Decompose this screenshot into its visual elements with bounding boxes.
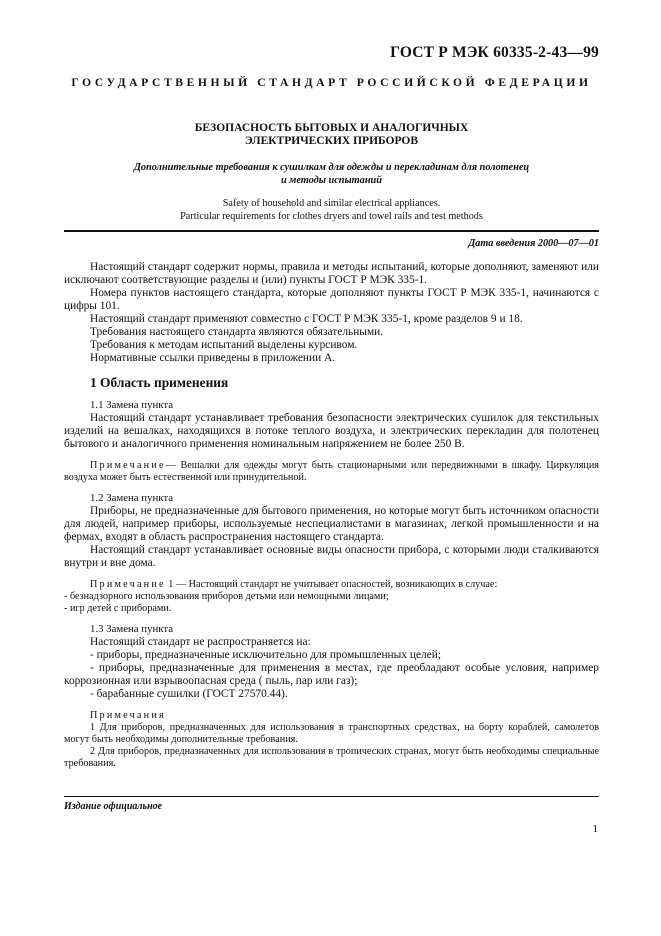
note-label: Примечание (90, 579, 166, 590)
introduction-date: Дата введения 2000—07—01 (468, 238, 599, 249)
clause-1-3-note-1: 1 Для приборов, предназначенных для использования в транспортных средствах, на борту кораблей, самолетов могут быть необходимы дополнительные требования. (64, 722, 599, 745)
clause-1-1-note (64, 460, 599, 484)
english-title-line-1: Safety of household and similar electrical appliances. (222, 198, 441, 209)
intro-paragraph-3: Настоящий стандарт применяют совместно с ГОСТ Р МЭК 335-1, кроме разделов 9 и 18. (90, 313, 523, 325)
subtitle-line-2: и методы испытаний (281, 175, 382, 186)
note-label: Примечание (90, 460, 166, 471)
subtitle (64, 161, 599, 187)
clause-1-2-note (64, 579, 599, 591)
clause-1-2-text-2: Настоящий стандарт устанавливает основные виды опасности прибора, с которыми люди сталкиваются внутри и вне дома. (64, 544, 599, 569)
intro-paragraph-6: Нормативные ссылки приведены в приложении А. (90, 352, 336, 364)
main-title-line-1: БЕЗОПАСНОСТЬ БЫТОВЫХ И АНАЛОГИЧНЫХ (194, 122, 469, 134)
standard-code: ГОСТ Р МЭК 60335-2-43—99 (390, 44, 599, 61)
note-text: 1 — Настоящий стандарт не учитывает опасностей, возникающих в случае: (168, 579, 498, 590)
footer-divider (64, 796, 599, 797)
clause-1-1-text: Настоящий стандарт устанавливает требования безопасности электрических сушилок для текстильных изделий на вешалках, находящихся в потоке теплого воздуха, и электрических перекладин для полотенец бытового и аналогичного применения номинальным напряжением не более 250 В. (64, 412, 599, 450)
clause-1-3-text: Настоящий стандарт не распространяется на: (90, 636, 311, 648)
intro-paragraph-1: Настоящий стандарт содержит нормы, правила и методы испытаний, которые дополняют, заменяют или исключают соответствующие разделы и (или) пункты ГОСТ Р МЭК 335-1. (64, 261, 599, 286)
clause-1-2-title: 1.2 Замена пункта (90, 492, 173, 504)
intro-paragraph-4: Требования настоящего стандарта являются обязательными. (90, 326, 384, 338)
document-body (64, 261, 599, 770)
section-heading: 1 Область применения (90, 375, 229, 390)
main-title-line-2: ЭЛЕКТРИЧЕСКИХ ПРИБОРОВ (244, 135, 419, 147)
title-block (64, 122, 599, 223)
english-title (64, 198, 599, 223)
intro-paragraph-5: Требования к методам испытаний выделены курсивом. (90, 339, 358, 351)
clause-1-3-notes-label: Примечания (90, 710, 166, 721)
page-number: 1 (592, 823, 598, 835)
clause-1-1-title: 1.1 Замена пункта (90, 399, 173, 411)
note-list-item: - игр детей с приборами. (64, 603, 172, 614)
state-standard-banner: ГОСУДАРСТВЕННЫЙ СТАНДАРТ РОССИЙСКОЙ ФЕДЕРАЦИИ (71, 76, 592, 89)
edition-label: Издание официальное (64, 801, 163, 812)
note-list-item: - безнадзорного использования приборов детьми или немощными лицами; (64, 591, 389, 602)
main-title (64, 122, 599, 148)
clause-1-3-item-2: - приборы, предназначенные для применения в местах, где преобладают особые условия, например коррозионная или взрывоопасная среда ( пыль, пар или газ); (64, 662, 599, 687)
clause-1-3-title: 1.3 Замена пункта (90, 623, 173, 635)
clause-1-2-text-1: Приборы, не предназначенные для бытового применения, но которые могут быть источником опасности для людей, например приборы, используемые неспециалистами в магазинах, легкой промышленности и на фермах, входят в область распространения настоящего стандарта. (64, 505, 599, 543)
clause-1-3-item-3: - барабанные сушилки (ГОСТ 27570.44). (90, 688, 288, 700)
clause-1-3-item-1: - приборы, предназначенные исключительно для промышленных целей; (90, 649, 442, 661)
english-title-line-2: Particular requirements for clothes dryers and towel rails and test methods (180, 210, 483, 222)
subtitle-line-1: Дополнительные требования к сушилкам для одежды и перекладинам для полотенец (133, 162, 530, 173)
intro-paragraph-2: Номера пунктов настоящего стандарта, которые дополняют пункты ГОСТ Р МЭК 335-1, начинаются с цифры 101. (64, 287, 599, 312)
clause-1-3-note-2: 2 Для приборов, предназначенных для использования в тропических странах, могут быть необходимы специальные требования. (64, 746, 599, 769)
header-divider (64, 230, 599, 232)
note-text: — Вешалки для одежды могут быть стационарными или передвижными в шкафу. Циркуляция воздуха может быть естественной или принудительной. (64, 460, 599, 483)
